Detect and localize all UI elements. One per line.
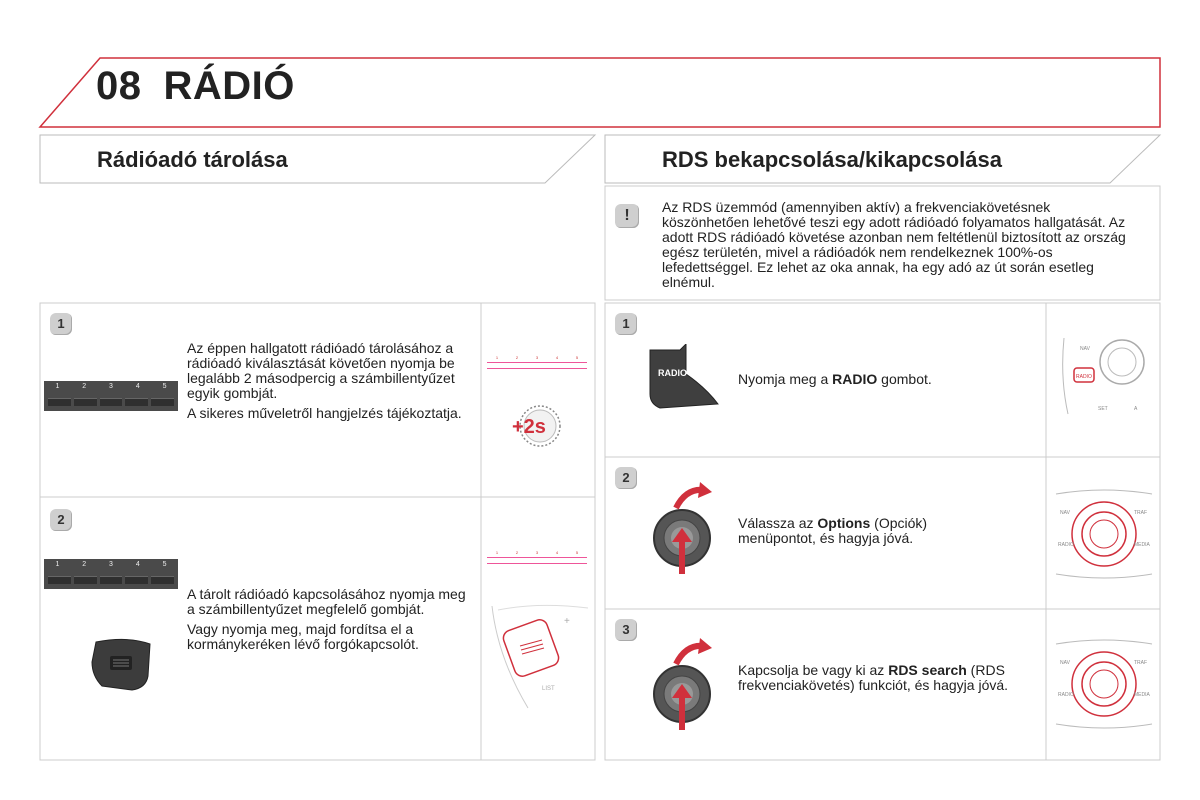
step-badge: 1 bbox=[615, 313, 637, 335]
keypad-illustration: 1 2 3 4 5 bbox=[487, 550, 587, 566]
panel-label: MEDIA bbox=[1134, 542, 1150, 548]
step-text bbox=[738, 516, 998, 546]
control-panel-illustration bbox=[1058, 328, 1154, 420]
section-title-left: Rádióadó tárolása bbox=[97, 147, 288, 172]
hold-duration-label: +2s bbox=[512, 416, 546, 438]
radio-button-icon bbox=[646, 344, 722, 410]
instruction-note: A sikeres műveletről hangjelzés tájékoztatja. bbox=[187, 405, 462, 421]
key-digit: 1 bbox=[55, 561, 60, 568]
chapter-number: 08 bbox=[96, 64, 142, 108]
instruction-text: (Opciók) menüpontot, és hagyja jóvá. bbox=[738, 515, 928, 546]
warning-text: Az RDS üzemmód (amennyiben aktív) a frekvenciakövetésnek köszönhetően lehetővé teszi egy adott rádióadó folyamatos hallgatását. Az adott RDS rádióadó követése azonban nem feltétlenül biztosított az ország egész területén, mivel a rádióadók nem rendelkeznek 100%-os lefedettséggel. Ez lehet az oka annak, ha egy adó az út során esetleg elnémul. bbox=[662, 199, 1126, 290]
rotary-control-icon bbox=[88, 636, 158, 692]
key-digit: 5 bbox=[162, 561, 167, 568]
panel-label: MEDIA bbox=[1134, 692, 1150, 698]
step-text bbox=[738, 663, 1028, 693]
warning-icon: ! bbox=[615, 204, 639, 228]
instruction-text: gombot. bbox=[877, 371, 932, 387]
step-badge: 1 bbox=[50, 313, 72, 335]
instruction-text: A tárolt rádióadó kapcsolásához nyomja meg a számbillentyűzet megfelelő gombját. bbox=[187, 586, 466, 617]
panel-label: RADIO bbox=[1058, 542, 1074, 548]
instruction-text: Nyomja meg a bbox=[738, 371, 833, 387]
chapter-title bbox=[96, 64, 295, 109]
panel-label: RADIO bbox=[1058, 692, 1074, 698]
rotary-knob-icon bbox=[646, 478, 726, 580]
navigation-dial-illustration bbox=[1052, 638, 1156, 730]
instruction-keyword: RDS search bbox=[888, 662, 967, 678]
chapter-name: RÁDIÓ bbox=[163, 64, 295, 108]
instruction-keyword: RADIO bbox=[832, 371, 878, 387]
key-digit: 2 bbox=[82, 561, 87, 568]
number-keypad bbox=[44, 381, 178, 411]
key-digit: 5 bbox=[162, 383, 167, 390]
step-badge: 2 bbox=[615, 467, 637, 489]
panel-label: NAV bbox=[1060, 660, 1070, 666]
step-text bbox=[738, 372, 1038, 387]
rotary-knob-icon bbox=[646, 634, 726, 736]
svg-text:+: + bbox=[564, 616, 570, 627]
instruction-text: Kapcsolja be vagy ki az bbox=[738, 662, 889, 678]
instruction-text: (RDS frekvenciakövetés) funkciót, és hagyja jóvá. bbox=[738, 662, 1009, 693]
step-badge: 2 bbox=[50, 509, 72, 531]
key-digit: 4 bbox=[135, 383, 140, 390]
keypad-illustration: 1 2 3 4 5 bbox=[487, 355, 587, 371]
panel-label: TRAF bbox=[1134, 660, 1148, 666]
number-keypad bbox=[44, 559, 178, 589]
panel-label: NAV bbox=[1080, 346, 1090, 352]
key-digit: 3 bbox=[109, 561, 113, 568]
step-text bbox=[187, 587, 477, 657]
timer-icon bbox=[508, 402, 568, 452]
panel-label: RADIO bbox=[1076, 374, 1092, 380]
section-title-right: RDS bekapcsolása/kikapcsolása bbox=[662, 147, 1002, 172]
steering-wheel-illustration bbox=[488, 598, 592, 710]
panel-label: SET bbox=[1098, 406, 1108, 412]
key-digit: 1 bbox=[55, 383, 60, 390]
step-text bbox=[187, 341, 477, 426]
instruction-text: Az éppen hallgatott rádióadó tárolásához a rádióadó kiválasztását követően nyomja be legalább 2 másodpercig a számbillentyűzet egyik gombját. bbox=[187, 340, 455, 401]
panel-label: NAV bbox=[1060, 510, 1070, 516]
panel-label: TRAF bbox=[1134, 510, 1148, 516]
wheel-label: LIST bbox=[542, 686, 555, 692]
instruction-text: Válassza az bbox=[738, 515, 818, 531]
key-digit: 2 bbox=[82, 383, 87, 390]
instruction-note: Vagy nyomja meg, majd fordítsa el a kormánykeréken lévő forgókapcsolót. bbox=[187, 621, 419, 652]
panel-label: A bbox=[1134, 406, 1138, 412]
instruction-keyword: Options bbox=[817, 515, 871, 531]
key-digit: 4 bbox=[135, 561, 140, 568]
radio-button-label: RADIO bbox=[658, 368, 687, 378]
key-digit: 3 bbox=[109, 383, 113, 390]
step-badge: 3 bbox=[615, 619, 637, 641]
navigation-dial-illustration bbox=[1052, 488, 1156, 580]
